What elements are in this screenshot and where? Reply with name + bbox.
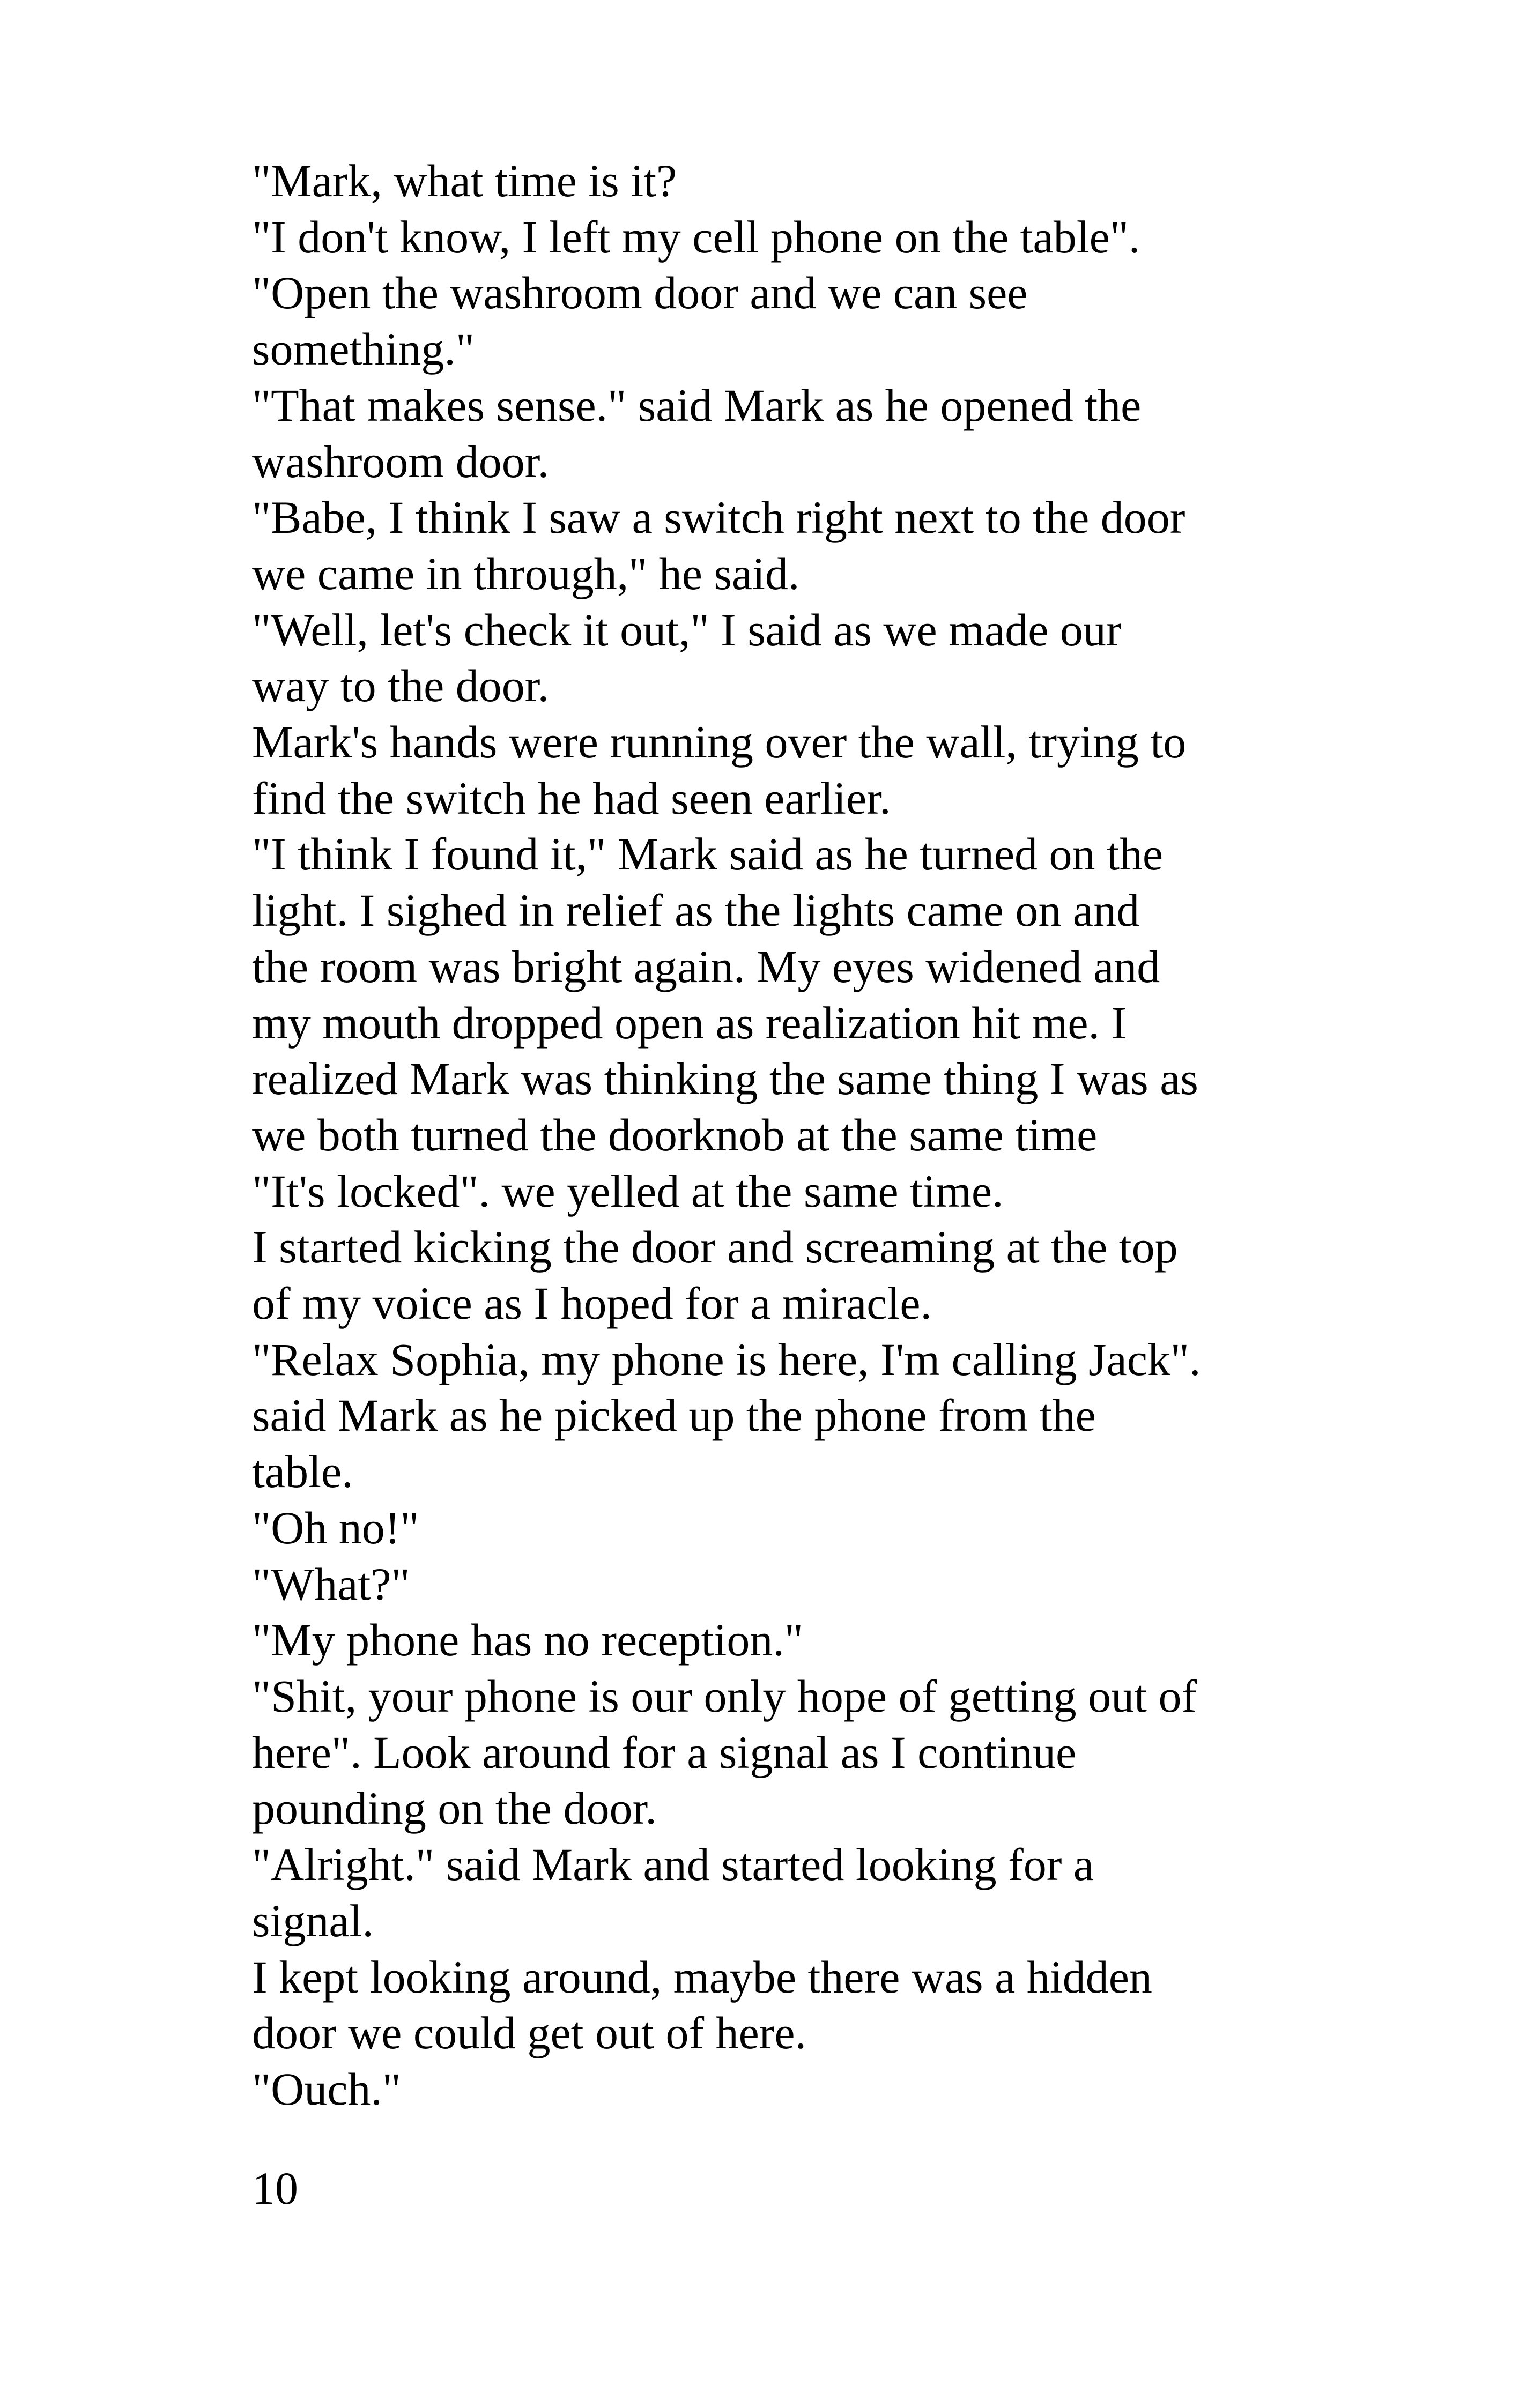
text-line: "Well, let's check it out," I said as we made our (252, 604, 1122, 656)
text-line: "Open the washroom door and we can see (252, 267, 1028, 319)
text-line: the room was bright again. My eyes widened and (252, 940, 1160, 992)
text-line: I started kicking the door and screaming at the top (252, 1221, 1178, 1273)
text-line: Mark's hands were running over the wall, trying to (252, 716, 1187, 768)
text-line: signal. (252, 1894, 374, 1946)
text-line: "I think I found it," Mark said as he turned on the (252, 828, 1164, 880)
text-line: light. I sighed in relief as the lights came on and (252, 885, 1140, 937)
text-line: "I don't know, I left my cell phone on the table". (252, 211, 1140, 263)
text-line: my mouth dropped open as realization hit me. I (252, 997, 1127, 1049)
text-line: here". Look around for a signal as I continue (252, 1726, 1077, 1778)
text-line: find the switch he had seen earlier. (252, 772, 891, 824)
page-body-text (252, 153, 1324, 2117)
text-line: "Babe, I think I saw a switch right next to the door (252, 492, 1185, 544)
page-number: 10 (252, 2162, 298, 2214)
text-line: washroom door. (252, 435, 550, 487)
text-line: realized Mark was thinking the same thing I was as (252, 1053, 1198, 1105)
text-line: table. (252, 1446, 353, 1498)
text-line: "What?" (252, 1558, 410, 1610)
text-line: pounding on the door. (252, 1782, 657, 1834)
text-line: "Ouch." (252, 2063, 401, 2115)
text-line: I kept looking around, maybe there was a hidden (252, 1951, 1152, 2003)
text-line: "Mark, what time is it? (252, 155, 677, 206)
text-line: "Oh no!" (252, 1502, 419, 1554)
text-line: said Mark as he picked up the phone from the (252, 1389, 1096, 1441)
text-line: door we could get out of here. (252, 2007, 807, 2059)
text-line: something." (252, 323, 475, 375)
text-line: we both turned the doorknob at the same time (252, 1109, 1098, 1161)
text-line: way to the door. (252, 660, 550, 712)
text-line: "It's locked". we yelled at the same time. (252, 1165, 1004, 1217)
text-line: "Alright." said Mark and started looking for a (252, 1839, 1094, 1891)
text-line: "Relax Sophia, my phone is here, I'm calling Jack". (252, 1333, 1201, 1385)
text-line: "My phone has no reception." (252, 1614, 803, 1666)
text-line: "Shit, your phone is our only hope of getting out of (252, 1670, 1197, 1722)
text-line: of my voice as I hoped for a miracle. (252, 1277, 932, 1329)
text-line: "That makes sense." said Mark as he opened the (252, 379, 1142, 431)
text-line: we came in through," he said. (252, 547, 800, 599)
